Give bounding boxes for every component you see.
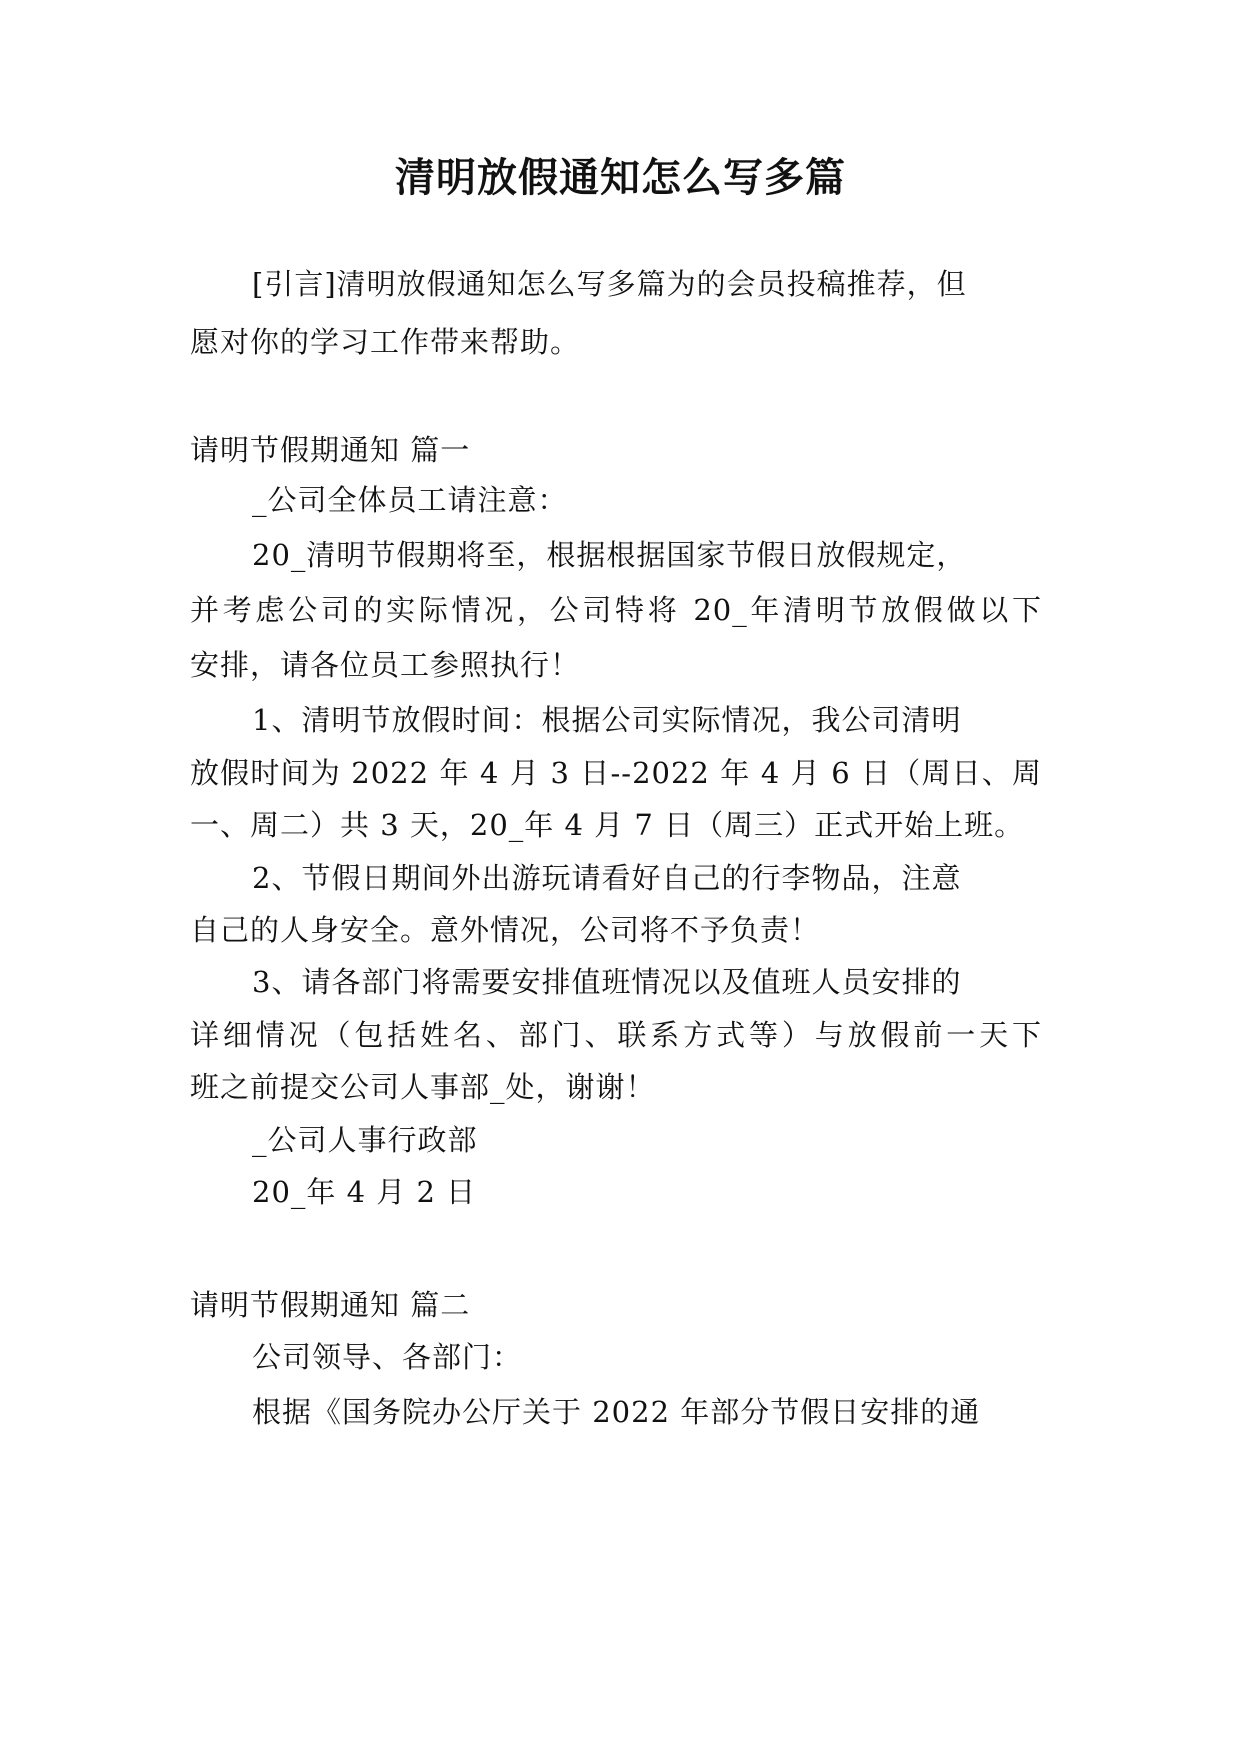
intro-line-1: [引言]清明放假通知怎么写多篇为的会员投稿推荐，但 bbox=[252, 267, 967, 301]
paragraph-line: 根据《国务院办公厅关于 2022 年部分节假日安排的通 bbox=[252, 1395, 981, 1429]
salutation-1: _公司全体员工请注意： bbox=[252, 483, 568, 517]
paragraph-line: 2、节假日期间外出游玩请看好自己的行李物品，注意 bbox=[252, 861, 962, 895]
paragraph-line: 放假时间为 2022 年 4 月 3 日--2022 年 4 月 6 日（周日、周 bbox=[190, 756, 1042, 790]
date-line: 20_年 4 月 2 日 bbox=[252, 1175, 477, 1209]
signature-line: _公司人事行政部 bbox=[252, 1123, 478, 1157]
salutation-2: 公司领导、各部门： bbox=[252, 1340, 523, 1374]
paragraph-line: 3、请各部门将需要安排值班情况以及值班人员安排的 bbox=[252, 965, 962, 999]
paragraph-line: 并考虑公司的实际情况，公司特将 20_年清明节放假做以下 bbox=[190, 593, 1042, 627]
paragraph-line: 详细情况（包括姓名、部门、联系方式等）与放假前一天下 bbox=[190, 1018, 1042, 1052]
paragraph-line: 安排，请各位员工参照执行！ bbox=[190, 648, 581, 682]
paragraph-line: 1、清明节放假时间：根据公司实际情况，我公司清明 bbox=[252, 703, 962, 737]
paragraph-line: 一、周二）共 3 天，20_年 4 月 7 日（周三）正式开始上班。 bbox=[190, 808, 1025, 842]
section-heading-2: 请明节假期通知 篇二 bbox=[190, 1288, 471, 1322]
document-title: 清明放假通知怎么写多篇 bbox=[395, 154, 846, 201]
section-heading-1: 请明节假期通知 篇一 bbox=[190, 433, 471, 467]
paragraph-line: 班之前提交公司人事部_处，谢谢！ bbox=[190, 1070, 656, 1104]
paragraph-line: 自己的人身安全。意外情况，公司将不予负责！ bbox=[190, 913, 821, 947]
paragraph-line: 20_清明节假期将至，根据根据国家节假日放假规定， bbox=[252, 538, 967, 572]
intro-line-2: 愿对你的学习工作带来帮助。 bbox=[190, 325, 581, 359]
